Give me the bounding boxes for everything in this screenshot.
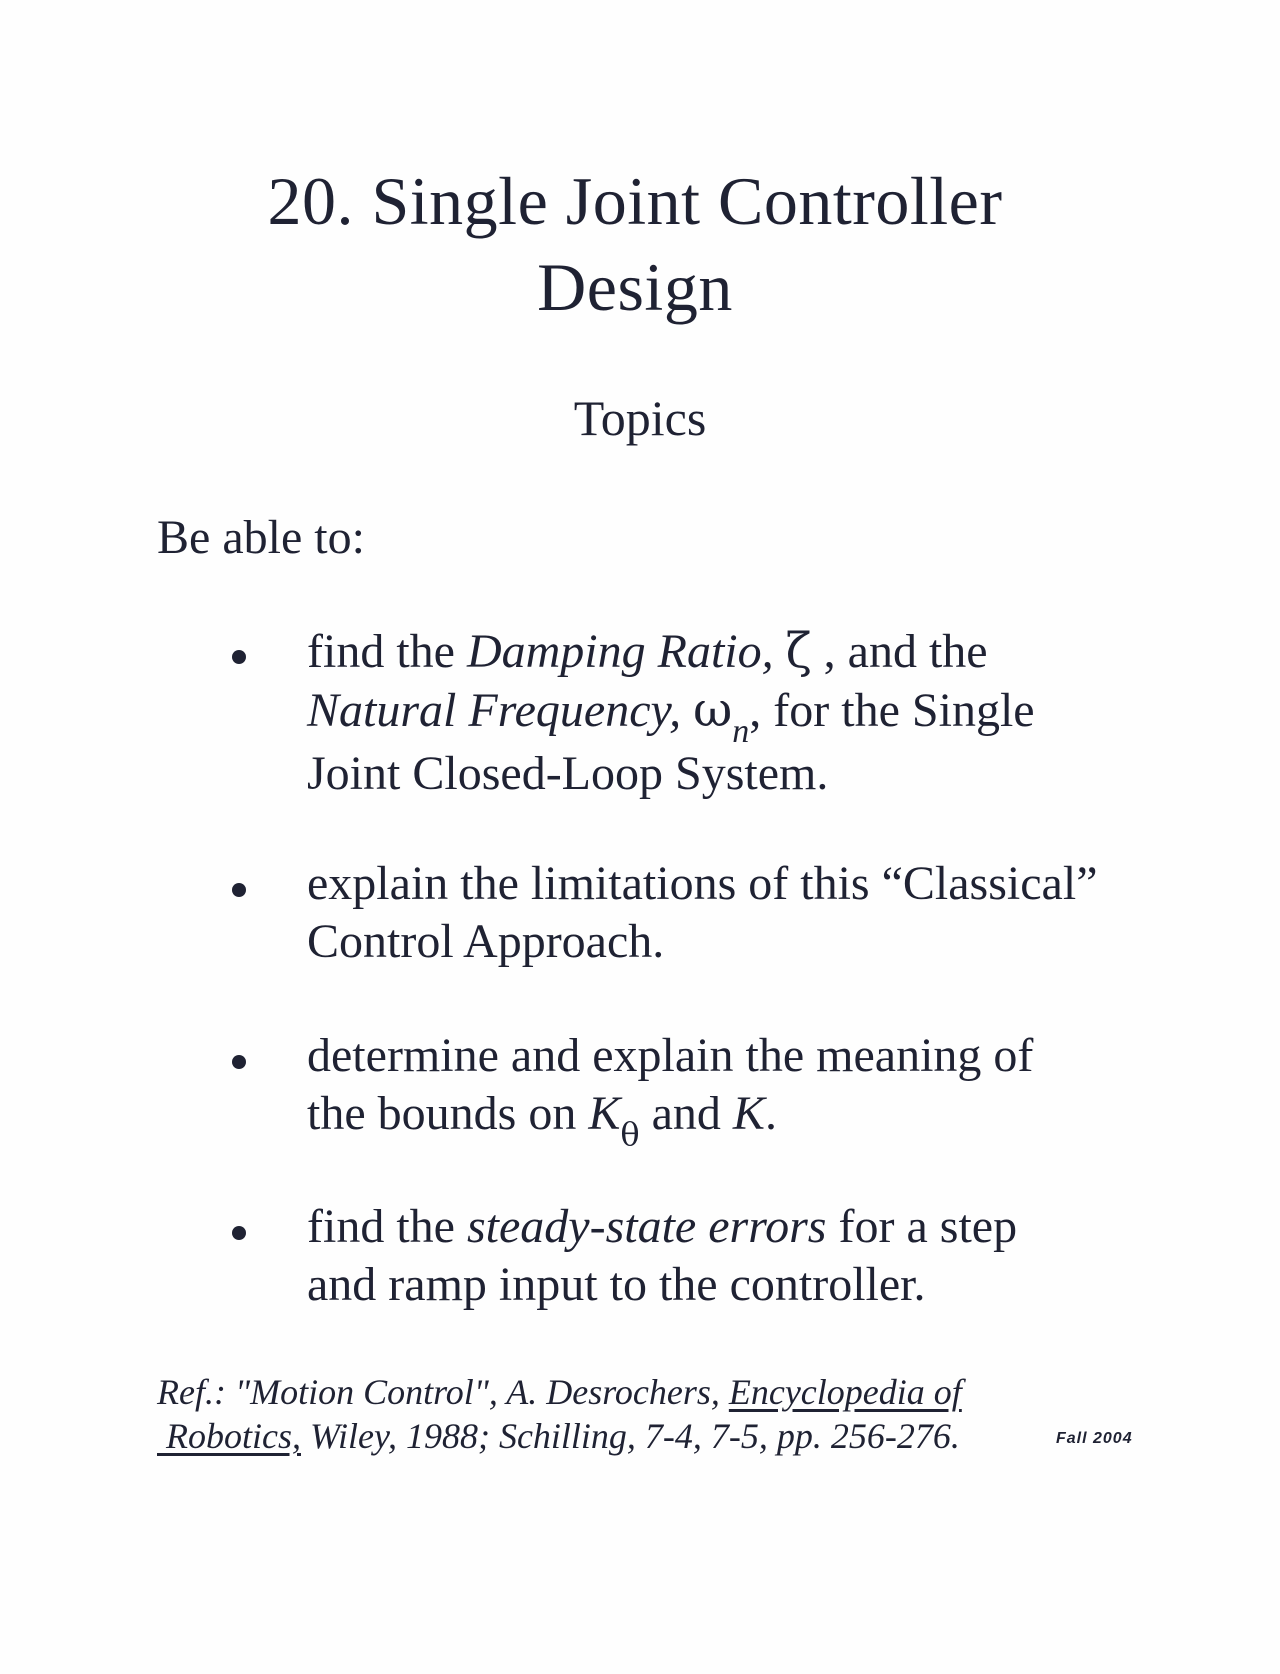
objective-text-4 <box>307 1198 1167 1314</box>
omega-symbol: ω <box>693 682 733 738</box>
title-line-1: 20. Single Joint Controller <box>267 163 1003 239</box>
page-title <box>0 158 1280 330</box>
objective-3-text-b: and <box>639 1087 733 1140</box>
k-symbol-2: K <box>732 1087 765 1140</box>
theta-subscript: θ <box>620 1115 640 1153</box>
objective-text-2 <box>307 855 1167 971</box>
bullet-icon <box>232 1055 246 1069</box>
objective-1-term-damping: Damping Ratio, <box>466 625 786 678</box>
objective-4-text-c: for a step <box>826 1200 1018 1253</box>
title-line-2: Design <box>537 249 733 325</box>
intro-text: Be able to: <box>157 511 365 564</box>
objective-1-text-f: Joint Closed-Loop System. <box>307 747 829 800</box>
objective-text-1 <box>307 622 1167 803</box>
bullet-icon <box>232 650 246 664</box>
objective-4-term-errors: steady-state errors <box>466 1200 827 1253</box>
reference-text-a: Ref.: "Motion Control", A. Desrochers, <box>157 1372 729 1412</box>
objective-2-line-1: explain the limitations of this “Classical” <box>307 857 1098 910</box>
objective-3-text-c: . <box>764 1087 777 1140</box>
reference-book-title-2: Robotics, <box>166 1416 301 1456</box>
objective-1-term-frequency: Natural Frequency, <box>307 684 694 737</box>
omega-subscript: n <box>732 713 750 750</box>
objective-3-text-a: the bounds on <box>307 1087 589 1140</box>
bullet-icon <box>232 1226 246 1240</box>
date-stamp: Fall 2004 <box>1056 1430 1133 1447</box>
objective-1-text-c: , and the <box>811 625 988 678</box>
subtitle: Topics <box>573 390 707 446</box>
reference-underline-lead <box>157 1416 166 1456</box>
objective-4-line-2: and ramp input to the controller. <box>307 1258 926 1311</box>
objective-3-line-1: determine and explain the meaning of <box>307 1029 1034 1082</box>
objective-text-3 <box>307 1027 1167 1153</box>
objective-2-line-2: Control Approach. <box>307 915 665 968</box>
bullet-icon <box>232 883 246 897</box>
reference-text-b: Wiley, 1988; Schilling, 7-4, 7-5, pp. 256-276. <box>300 1416 960 1456</box>
objective-4-text-a: find the <box>307 1200 467 1253</box>
reference-citation <box>157 1370 962 1458</box>
zeta-symbol: ζ <box>785 623 812 679</box>
reference-book-title-1: Encyclopedia of <box>728 1372 962 1412</box>
k-symbol: K <box>588 1087 621 1140</box>
objective-1-text-e: , for the Single <box>749 684 1035 737</box>
objective-1-text-a: find the <box>307 625 467 678</box>
